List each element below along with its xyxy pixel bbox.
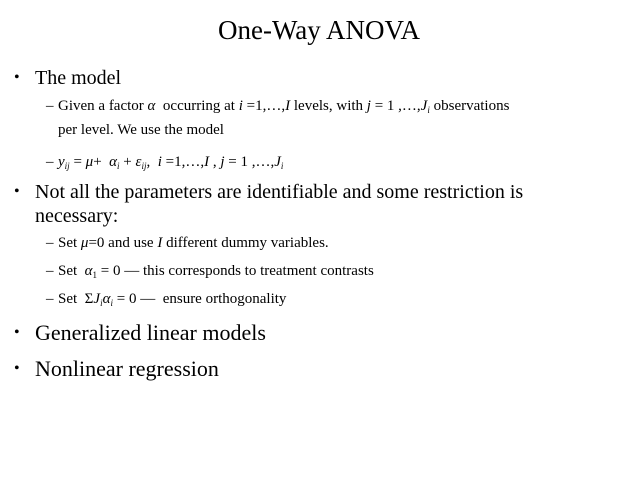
bullet-text-line2: necessary: xyxy=(35,205,119,227)
bullet-icon: • xyxy=(14,69,20,86)
bullet-text-line1: Not all the parameters are identifiable and some restriction is xyxy=(35,181,524,203)
bullet-text: Generalized linear models xyxy=(35,320,266,345)
sub-bullet-text: Set $\alpha_1 = 0$ — this corresponds to treatment contrasts xyxy=(58,263,374,280)
dash-icon: – xyxy=(46,235,54,251)
dash-icon: – xyxy=(46,291,54,307)
sub-bullet-continuation: per level. We use the model xyxy=(58,122,224,138)
dash-icon: – xyxy=(46,154,54,170)
dash-icon: – xyxy=(46,263,54,279)
model-equation: $y_{ij} = \mu+ \alpha_i + \varepsilon_{ij}$, i =1,…,I , j = 1 $,\dots,J_i$ xyxy=(58,154,284,171)
bullet-text: The model xyxy=(35,67,122,89)
sub-bullet-text: Set μ=0 and use I different dummy variables. xyxy=(58,235,329,251)
bullet-text: Nonlinear regression xyxy=(35,356,219,381)
slide-title: One-Way ANOVA xyxy=(217,15,421,45)
bullet-icon: • xyxy=(14,183,20,200)
sub-bullet-text: Given a factor α occurring at i =1,…,I levels, with j = 1 $,\dots,J_i$ observations xyxy=(58,98,510,115)
bullet-icon: • xyxy=(14,324,20,341)
bullet-icon: • xyxy=(14,360,20,377)
dash-icon: – xyxy=(46,98,54,114)
sub-bullet-text: Set $\Sigma J_i\alpha_i = 0$ — ensure orthogonality xyxy=(58,291,287,308)
